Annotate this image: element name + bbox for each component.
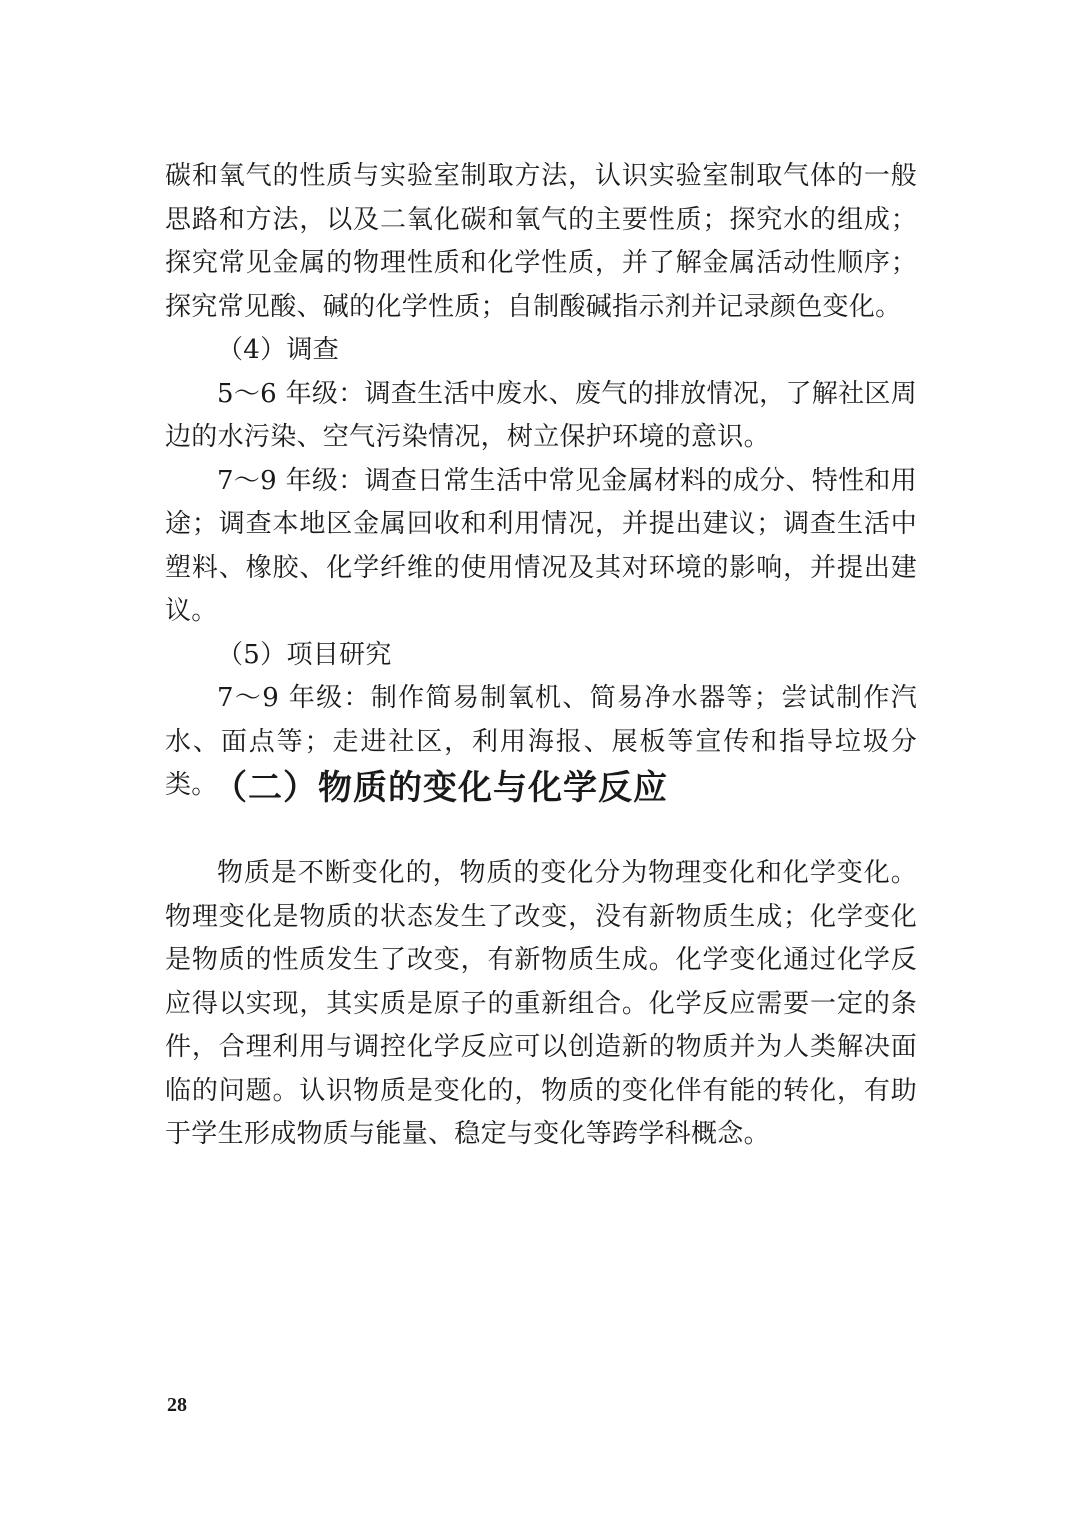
- paragraph-continued: 碳和氧气的性质与实验室制取方法，认识实验室制取气体的一般思路和方法，以及二氧化碳和氧气的主要性质；探究水的组成；探究常见金属的物理性质和化学性质，并了解金属活动性顺序；探究常见酸、碱的化学性质；自制酸碱指示剂并记录颜色变化。: [165, 161, 917, 322]
- paragraph-survey-grade-7-9: 7～9 年级：调查日常生活中常见金属材料的成分、特性和用途；调查本地区金属回收和利用情况，并提出建议；调查生活中塑料、橡胶、化学纤维的使用情况及其对环境的影响，并提出建议。: [165, 465, 917, 626]
- paragraph-survey-grade-5-6: 5～6 年级：调查生活中废水、废气的排放情况，了解社区周边的水污染、空气污染情况，树立保护环境的意识。: [165, 378, 917, 452]
- subheading-project-research: （5）项目研究: [217, 639, 392, 670]
- top-text-block: [165, 155, 917, 808]
- section-body-block: [165, 852, 917, 1157]
- page-number: 28: [167, 1394, 187, 1416]
- section-body-paragraph: 物质是不断变化的，物质的变化分为物理变化和化学变化。物理变化是物质的状态发生了改变，没有新物质生成；化学变化是物质的性质发生了改变，有新物质生成。化学变化通过化学反应得以实现，其实质是原子的重新组合。化学反应需要一定的条件，合理利用与调控化学反应可以创造新的物质并为人类解决面临的问题。认识物质是变化的，物质的变化伴有能的转化，有助于学生形成物质与能量、稳定与变化等跨学科概念。: [165, 858, 917, 1149]
- subheading-survey: （4）调查: [217, 335, 340, 365]
- paragraph-project-grade-7-9: 7～9 年级：制作简易制氧机、简易净水器等；尝试制作汽水、面点等；走进社区，利用海报、展板等宣传和指导垃圾分类。: [165, 683, 917, 800]
- section-heading: （二）物质的变化与化学反应: [213, 768, 668, 808]
